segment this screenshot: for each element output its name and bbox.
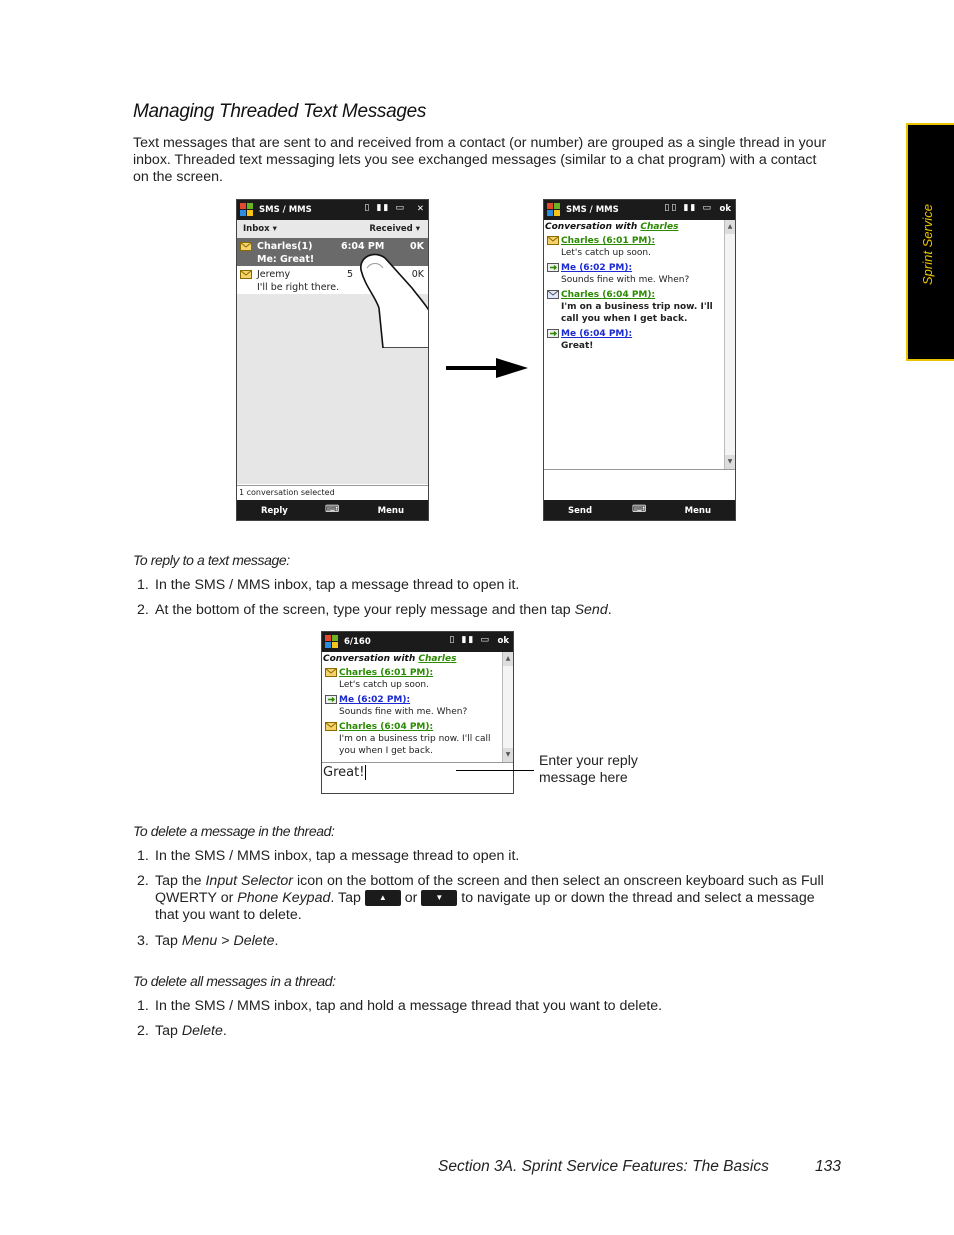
reply-softkey[interactable]: Reply bbox=[261, 506, 288, 516]
footer-section: Section 3A. Sprint Service Features: The Basics bbox=[438, 1158, 769, 1175]
ok-button[interactable]: ok bbox=[719, 204, 731, 214]
conversation-title: Conversation with Charles bbox=[545, 222, 679, 232]
conversation-pane bbox=[544, 220, 724, 471]
message-text: Sounds fine with me. When? bbox=[339, 707, 468, 717]
status-icons: ▯ ▮▮ ▭ bbox=[449, 635, 491, 645]
keyboard-icon[interactable]: ⌨ bbox=[632, 504, 647, 515]
envelope-icon bbox=[547, 236, 559, 245]
thread-preview: Me: Great! bbox=[257, 254, 315, 265]
send-softkey[interactable]: Send bbox=[568, 506, 593, 516]
message[interactable] bbox=[545, 289, 724, 325]
delete-all-step-1: 1. In the SMS / MMS inbox, tap and hold a message thread that you want to delete. bbox=[137, 998, 663, 1014]
thread-time: 5 bbox=[347, 269, 354, 280]
message[interactable] bbox=[545, 262, 724, 286]
windows-logo-icon[interactable] bbox=[325, 635, 338, 648]
char-counter: 6/160 bbox=[344, 637, 371, 647]
sort-dropdown[interactable]: Received ▾ bbox=[369, 224, 420, 234]
message-header: Me (6:04 PM): bbox=[561, 329, 633, 339]
chevron-down-icon: ▾ bbox=[415, 224, 420, 234]
envelope-icon bbox=[240, 242, 252, 251]
conversation-screen bbox=[543, 199, 736, 521]
conversation-pane bbox=[322, 652, 502, 764]
envelope-icon bbox=[325, 668, 337, 677]
message[interactable] bbox=[323, 667, 502, 691]
arrow-right-icon bbox=[446, 356, 530, 380]
message-text: Let's catch up soon. bbox=[561, 248, 651, 258]
conversation-title: Conversation with Charles bbox=[323, 654, 457, 664]
message-header: Charles (6:04 PM): bbox=[561, 290, 656, 300]
status-icons: ▯▯ ▮▮ ▭ bbox=[664, 203, 713, 213]
status-line: 1 conversation selected bbox=[237, 485, 428, 500]
scroll-down-icon[interactable]: ▼ bbox=[503, 748, 513, 762]
thread-time: 6:04 PM bbox=[341, 241, 385, 252]
thread-size: 0K bbox=[410, 241, 424, 252]
reply-caption: To reply to a text message: bbox=[133, 552, 290, 568]
scroll-up-icon[interactable]: ▲ bbox=[503, 652, 513, 666]
thread-preview: I'll be right there. bbox=[257, 282, 340, 293]
scroll-up-button bbox=[365, 890, 401, 906]
message[interactable] bbox=[323, 694, 502, 718]
envelope-icon bbox=[547, 290, 559, 299]
app-title: SMS / MMS bbox=[259, 205, 312, 215]
soft-key-bar bbox=[544, 500, 735, 520]
message[interactable] bbox=[323, 721, 502, 757]
menu-softkey[interactable]: Menu bbox=[377, 506, 404, 516]
delete-message-step-1: 1. In the SMS / MMS inbox, tap a message thread to open it. bbox=[137, 848, 520, 864]
callout-label: Enter your reply message here bbox=[539, 752, 638, 785]
message-header: Charles (6:01 PM): bbox=[561, 236, 656, 246]
title-bar bbox=[237, 200, 428, 220]
message[interactable] bbox=[545, 235, 724, 259]
scroll-down-button bbox=[421, 890, 457, 906]
title-bar bbox=[322, 632, 513, 652]
message-text: Great! bbox=[561, 341, 594, 351]
envelope-icon bbox=[325, 722, 337, 731]
inbox-screen bbox=[236, 199, 429, 521]
delete-message-caption: To delete a message in the thread: bbox=[133, 823, 335, 839]
message-header: Me (6:02 PM): bbox=[339, 695, 411, 705]
delete-all-step-2: 2. Tap Delete. bbox=[137, 1023, 227, 1039]
scroll-up-icon[interactable]: ▲ bbox=[725, 220, 735, 234]
callout-line bbox=[456, 770, 534, 771]
page-number: 133 bbox=[815, 1158, 841, 1175]
intro-paragraph: Text messages that are sent to and received from a contact (or number) are grouped as a single thread in your inbox. Threaded text messaging lets you see exchanged messages (similar to a chat program) with a contact on the screen. bbox=[133, 135, 827, 185]
chevron-down-icon: ▼ bbox=[435, 893, 444, 903]
thread-size: 0K bbox=[411, 269, 424, 280]
keyboard-icon[interactable]: ⌨ bbox=[325, 504, 340, 515]
close-icon[interactable]: ✕ bbox=[416, 204, 424, 214]
thread-name: Jeremy bbox=[257, 269, 291, 280]
windows-logo-icon[interactable] bbox=[547, 203, 560, 216]
sent-message-icon bbox=[547, 329, 559, 338]
message-text: Let's catch up soon. bbox=[339, 680, 429, 690]
delete-all-caption: To delete all messages in a thread: bbox=[133, 973, 336, 989]
sent-message-icon bbox=[547, 263, 559, 272]
envelope-icon bbox=[240, 270, 252, 279]
scrollbar[interactable] bbox=[502, 652, 513, 762]
chevron-up-icon: ▲ bbox=[378, 893, 387, 903]
sent-message-icon bbox=[325, 695, 337, 704]
message-text: I'm on a business trip now. I'll call you when I get back. bbox=[561, 302, 713, 324]
soft-key-bar bbox=[237, 500, 428, 520]
message-header: Charles (6:01 PM): bbox=[339, 668, 434, 678]
title-bar bbox=[544, 200, 735, 220]
reply-text: Great! bbox=[323, 765, 365, 780]
message-header: Me (6:02 PM): bbox=[561, 263, 633, 273]
chevron-down-icon: ▾ bbox=[272, 224, 277, 234]
menu-softkey[interactable]: Menu bbox=[684, 506, 711, 516]
delete-message-step-2: 2. Tap the Input Selector icon on the bottom of the screen and then select an onscreen keyboard such as Full QWERTY or Phone Keypad. Tap ▲ or ▼ to navigate up or down the thread and select a message that you want to delete. bbox=[137, 873, 824, 923]
message-text: I'm on a business trip now. I'll call you when I get back. bbox=[339, 734, 491, 756]
side-tab bbox=[906, 123, 954, 361]
windows-logo-icon[interactable] bbox=[240, 203, 253, 216]
text-cursor bbox=[365, 765, 366, 780]
reply-input[interactable] bbox=[544, 469, 735, 502]
status-icons: ▯ ▮▮ ▭ bbox=[364, 203, 406, 213]
message-text: Sounds fine with me. When? bbox=[561, 275, 690, 285]
delete-message-step-3: 3. Tap Menu > Delete. bbox=[137, 933, 279, 949]
reply-input[interactable] bbox=[322, 762, 513, 794]
ok-button[interactable]: ok bbox=[497, 636, 509, 646]
scroll-down-icon[interactable]: ▼ bbox=[725, 455, 735, 469]
app-title: SMS / MMS bbox=[566, 205, 619, 215]
side-tab-label: Sprint Service bbox=[920, 204, 935, 285]
inbox-header bbox=[237, 220, 428, 239]
reply-step-2: 2. At the bottom of the screen, type your reply message and then tap Send. bbox=[137, 602, 612, 618]
scrollbar[interactable] bbox=[724, 220, 735, 469]
thread-name: Charles(1) bbox=[257, 241, 313, 252]
finger-tap-icon bbox=[357, 248, 429, 348]
reply-step-1: 1. In the SMS / MMS inbox, tap a message thread to open it. bbox=[137, 577, 520, 593]
message-header: Charles (6:04 PM): bbox=[339, 722, 434, 732]
message[interactable] bbox=[545, 328, 724, 352]
page-heading: Managing Threaded Text Messages bbox=[133, 101, 427, 122]
folder-dropdown[interactable]: Inbox ▾ bbox=[243, 224, 277, 234]
